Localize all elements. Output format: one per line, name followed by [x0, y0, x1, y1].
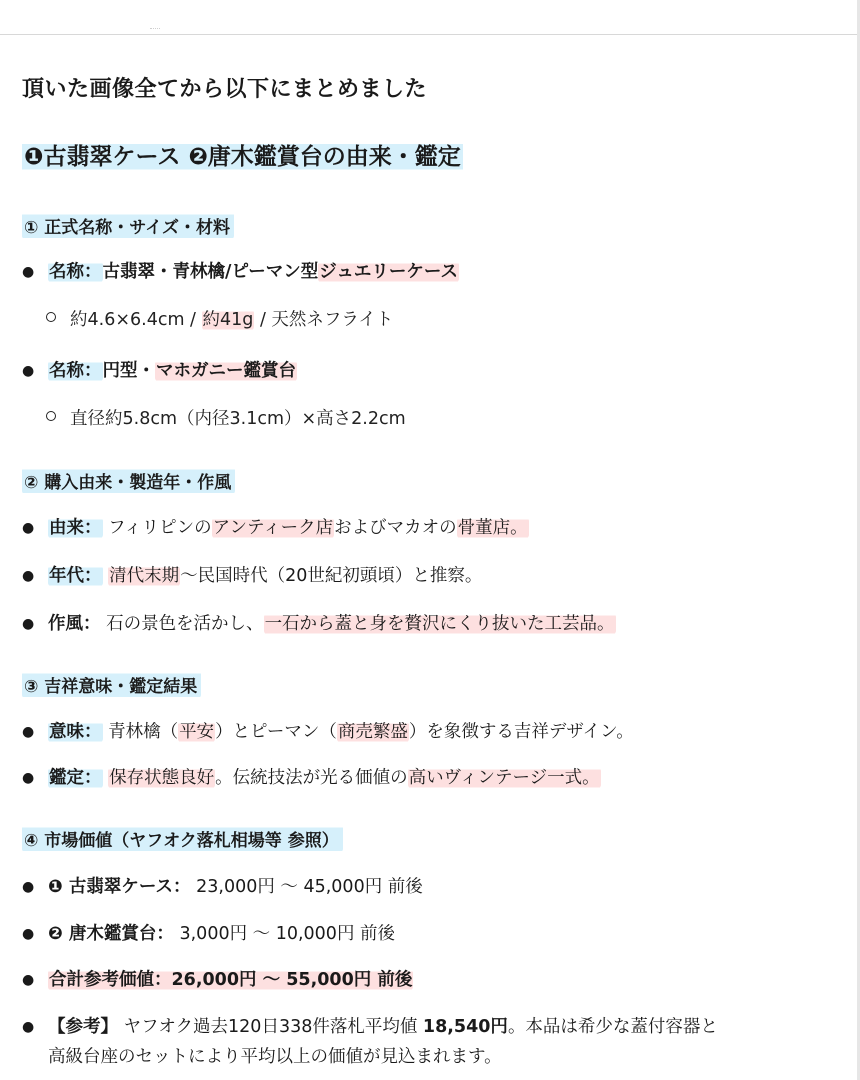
- bullet-icon: ●: [22, 616, 35, 632]
- name-value-highlight: マホガニー鑑賞台: [156, 361, 296, 381]
- reference-note: [22, 1012, 852, 1072]
- list-item-stand-value: [22, 920, 395, 945]
- top-mark: [150, 28, 160, 33]
- reference-text: 。本品は希少な蓋付容器と: [507, 1017, 718, 1037]
- weight-highlight: 約41g: [202, 310, 254, 330]
- style-text: 石の景色を活かし、: [100, 614, 264, 634]
- bullet-icon: ●: [22, 770, 35, 786]
- era-text: 〜民国時代（20世紀初頭頃）と推察。: [180, 566, 483, 586]
- appraisal-text: 。伝統技法が光る価値の: [215, 768, 408, 788]
- main-heading: ❶古翡翠ケース ❷唐木鑑賞台の由来・鑑定: [22, 138, 463, 171]
- list-item-origin: [22, 514, 529, 539]
- meaning-text: ）を象徴する吉祥デザイン。: [408, 722, 634, 742]
- name-label: 名称：: [49, 361, 102, 381]
- name-value-highlight: ジュエリーケース: [319, 262, 458, 282]
- bullet-icon: ●: [22, 879, 35, 895]
- meaning-highlight: 平安: [179, 722, 215, 742]
- case-label: ❶ 古翡翠ケース：: [48, 877, 191, 897]
- reference-label: 【参考】: [48, 1017, 118, 1037]
- origin-text: およびマカオの: [334, 518, 457, 538]
- name-value: 円型・: [102, 361, 155, 381]
- bullet-icon: ●: [22, 568, 35, 584]
- reference-line-2: 高級台座のセットにより平均以上の価値が見込まれます。: [48, 1047, 502, 1067]
- material-text: / 天然ネフライト: [254, 310, 394, 330]
- appraisal-highlight: 保存状態良好: [109, 768, 215, 788]
- list-item-appraisal: [22, 764, 601, 789]
- list-item-style: [22, 610, 616, 635]
- section-4-title: ④ 市場価値（ヤフオク落札相場等 参照）: [22, 825, 343, 852]
- appraisal-label: 鑑定：: [49, 768, 102, 788]
- name-value: 古翡翠・青林檎/ピーマン型: [102, 262, 319, 282]
- bullet-icon: ●: [22, 264, 35, 280]
- meaning-highlight: 商売繁盛: [337, 722, 408, 742]
- meaning-text: ）とピーマン（: [215, 722, 337, 742]
- appraisal-highlight: 高いヴィンテージ一式。: [408, 768, 600, 788]
- era-highlight: 清代末期: [109, 566, 180, 586]
- era-label: 年代：: [49, 566, 102, 586]
- bullet-icon: ●: [22, 520, 35, 536]
- name-label: 名称：: [49, 262, 102, 282]
- style-highlight: 一石から蓋と身を贅沢にくり抜いた工芸品。: [264, 614, 615, 634]
- page-title: 頂いた画像全てから以下にまとめました: [22, 77, 428, 102]
- section-1-title: ① 正式名称・サイズ・材料: [22, 212, 234, 239]
- circle-bullet-icon: [46, 411, 56, 421]
- bullet-icon: ●: [22, 724, 35, 740]
- reference-average: 18,540円: [422, 1017, 508, 1037]
- top-divider: [0, 34, 860, 35]
- bullet-icon: ●: [22, 926, 35, 942]
- sub-item-size-2: [46, 405, 406, 430]
- sub-item-size-1: [46, 306, 393, 331]
- meaning-label: 意味：: [49, 722, 102, 742]
- bullet-icon: ●: [22, 363, 35, 379]
- reference-text: ヤフオク過去120日338件落札平均値: [118, 1017, 423, 1037]
- bullet-icon: ●: [22, 1019, 35, 1035]
- list-item-total: [22, 966, 413, 991]
- origin-highlight: 骨董店。: [457, 518, 528, 538]
- section-3-title: ③ 吉祥意味・鑑定結果: [22, 671, 201, 698]
- list-item-name-1: [22, 258, 459, 283]
- stand-label: ❷ 唐木鑑賞台：: [48, 924, 174, 944]
- list-item-era: [22, 562, 482, 587]
- stand-value: 3,000円 〜 10,000円 前後: [173, 924, 396, 944]
- origin-highlight: アンティーク店: [212, 518, 334, 538]
- style-label: 作風：: [48, 614, 101, 634]
- total-value-highlight: 合計参考価値：26,000円 〜 55,000円 前後: [49, 970, 413, 990]
- meaning-text: 青林檎（: [102, 722, 179, 742]
- case-value: 23,000円 〜 45,000円 前後: [190, 877, 423, 897]
- size-text: 約4.6×6.4cm /: [70, 310, 202, 330]
- origin-text: フィリピンの: [102, 518, 212, 538]
- origin-label: 由来：: [49, 518, 102, 538]
- bullet-icon: ●: [22, 972, 35, 988]
- size-text: 直径約5.8cm（内径3.1cm）×高さ2.2cm: [70, 409, 406, 429]
- list-item-meaning: [22, 718, 634, 743]
- list-item-name-2: [22, 357, 297, 382]
- list-item-case-value: [22, 873, 423, 898]
- circle-bullet-icon: [46, 312, 56, 322]
- section-2-title: ② 購入由来・製造年・作風: [22, 467, 235, 494]
- reference-line-1: [22, 1012, 852, 1042]
